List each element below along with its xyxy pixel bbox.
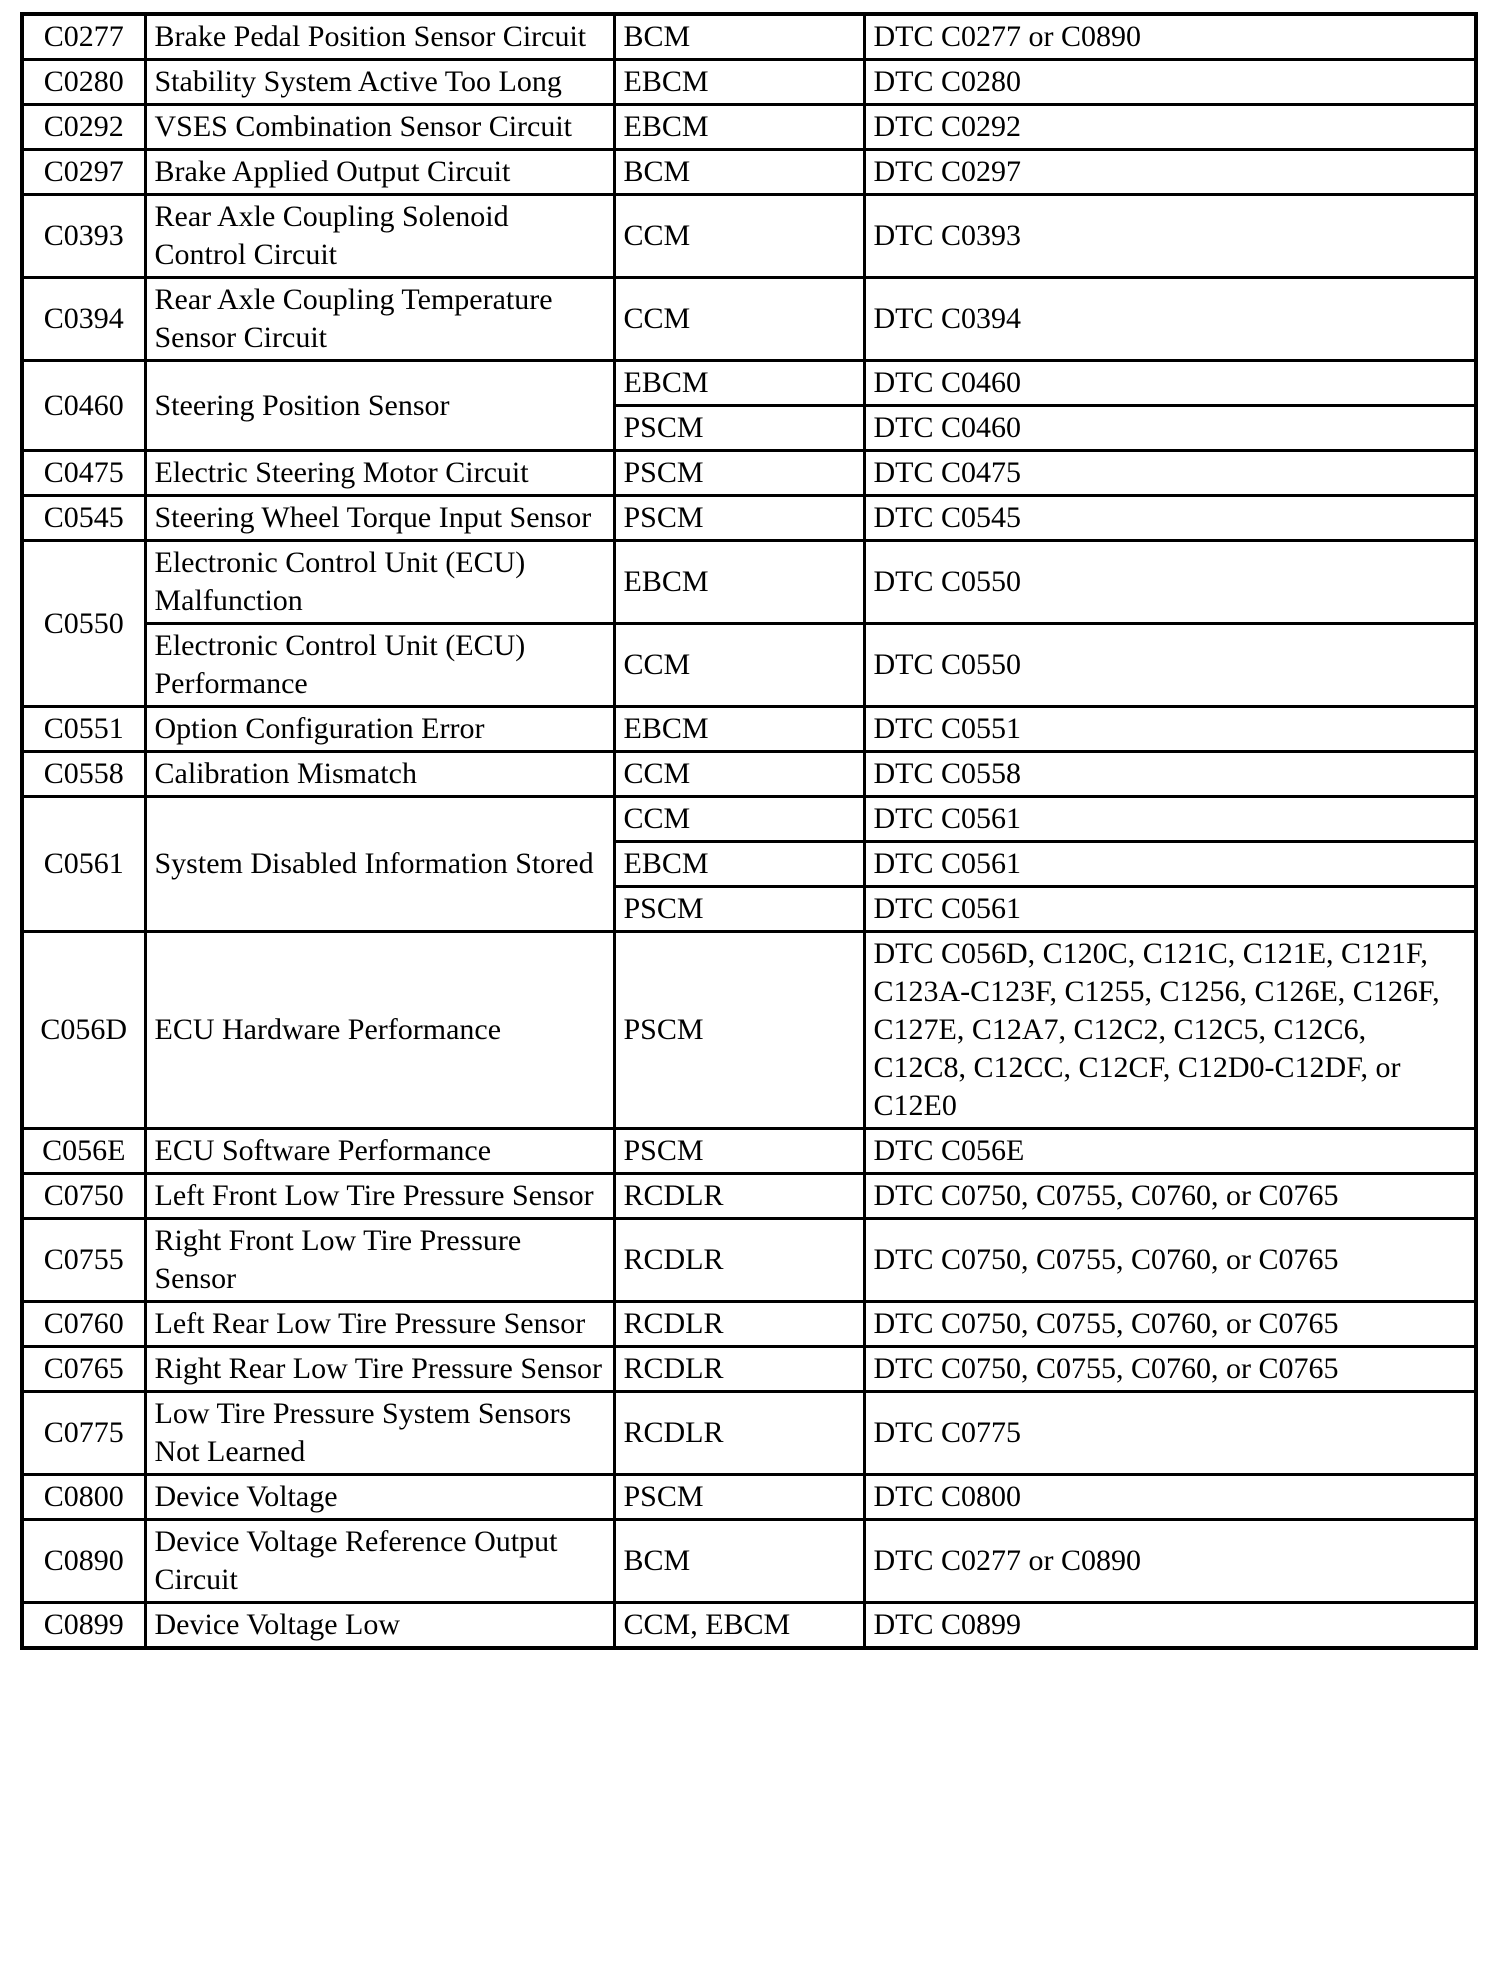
module-cell: PSCM xyxy=(614,1129,864,1174)
description-cell: ECU Software Performance xyxy=(145,1129,614,1174)
description-cell: Device Voltage Low xyxy=(145,1603,614,1649)
module-cell: PSCM xyxy=(614,451,864,496)
dtc-code-cell: C0755 xyxy=(22,1219,145,1302)
table-row xyxy=(22,1520,1476,1603)
description-cell: Steering Wheel Torque Input Sensor xyxy=(145,496,614,541)
module-cell: PSCM xyxy=(614,496,864,541)
module-cell: CCM xyxy=(614,752,864,797)
dtc-code-cell: C0297 xyxy=(22,150,145,195)
reference-cell: DTC C0545 xyxy=(864,496,1476,541)
module-cell: PSCM xyxy=(614,1475,864,1520)
module-cell: CCM, EBCM xyxy=(614,1603,864,1649)
table-row xyxy=(22,624,1476,707)
dtc-code-cell: C0280 xyxy=(22,60,145,105)
reference-cell: DTC C0460 xyxy=(864,406,1476,451)
table-row xyxy=(22,105,1476,150)
description-cell: Steering Position Sensor xyxy=(145,361,614,451)
reference-cell: DTC C0550 xyxy=(864,541,1476,624)
module-cell: RCDLR xyxy=(614,1219,864,1302)
dtc-code-cell: C0545 xyxy=(22,496,145,541)
reference-cell: DTC C0800 xyxy=(864,1475,1476,1520)
table-row xyxy=(22,150,1476,195)
reference-cell: DTC C0558 xyxy=(864,752,1476,797)
table-row xyxy=(22,797,1476,842)
dtc-table xyxy=(20,12,1478,1650)
table-row xyxy=(22,541,1476,624)
description-cell: ECU Hardware Performance xyxy=(145,932,614,1129)
table-row xyxy=(22,1219,1476,1302)
module-cell: CCM xyxy=(614,797,864,842)
dtc-code-cell: C0765 xyxy=(22,1347,145,1392)
module-cell: EBCM xyxy=(614,361,864,406)
reference-cell: DTC C056D, C120C, C121C, C121E, C121F, C123A-C123F, C1255, C1256, C126E, C126F, C127E, C12A7, C12C2, C12C5, C12C6, C12C8, C12CC, C12CF, C12D0-C12DF, or C12E0 xyxy=(864,932,1476,1129)
dtc-code-cell: C0292 xyxy=(22,105,145,150)
reference-cell: DTC C0394 xyxy=(864,278,1476,361)
reference-cell: DTC C0277 or C0890 xyxy=(864,1520,1476,1603)
table-row xyxy=(22,932,1476,1129)
module-cell: RCDLR xyxy=(614,1347,864,1392)
description-cell: Left Front Low Tire Pressure Sensor xyxy=(145,1174,614,1219)
table-row xyxy=(22,1475,1476,1520)
description-cell: VSES Combination Sensor Circuit xyxy=(145,105,614,150)
module-cell: EBCM xyxy=(614,105,864,150)
reference-cell: DTC C0551 xyxy=(864,707,1476,752)
description-cell: Device Voltage Reference Output Circuit xyxy=(145,1520,614,1603)
module-cell: CCM xyxy=(614,278,864,361)
reference-cell: DTC C0750, C0755, C0760, or C0765 xyxy=(864,1174,1476,1219)
module-cell: RCDLR xyxy=(614,1174,864,1219)
reference-cell: DTC C0292 xyxy=(864,105,1476,150)
module-cell: BCM xyxy=(614,14,864,60)
module-cell: EBCM xyxy=(614,541,864,624)
description-cell: Calibration Mismatch xyxy=(145,752,614,797)
table-row xyxy=(22,1302,1476,1347)
dtc-code-cell: C056E xyxy=(22,1129,145,1174)
table-row xyxy=(22,1129,1476,1174)
dtc-code-cell: C0460 xyxy=(22,361,145,451)
module-cell: PSCM xyxy=(614,932,864,1129)
module-cell: EBCM xyxy=(614,707,864,752)
dtc-code-cell: C0394 xyxy=(22,278,145,361)
module-cell: BCM xyxy=(614,1520,864,1603)
dtc-code-cell: C0551 xyxy=(22,707,145,752)
description-cell: Left Rear Low Tire Pressure Sensor xyxy=(145,1302,614,1347)
reference-cell: DTC C0297 xyxy=(864,150,1476,195)
reference-cell: DTC C0750, C0755, C0760, or C0765 xyxy=(864,1219,1476,1302)
module-cell: PSCM xyxy=(614,406,864,451)
table-row xyxy=(22,14,1476,60)
reference-cell: DTC C0561 xyxy=(864,842,1476,887)
description-cell: Low Tire Pressure System Sensors Not Learned xyxy=(145,1392,614,1475)
dtc-code-cell: C0561 xyxy=(22,797,145,932)
module-cell: RCDLR xyxy=(614,1392,864,1475)
table-row xyxy=(22,451,1476,496)
module-cell: PSCM xyxy=(614,887,864,932)
module-cell: CCM xyxy=(614,195,864,278)
reference-cell: DTC C056E xyxy=(864,1129,1476,1174)
reference-cell: DTC C0277 or C0890 xyxy=(864,14,1476,60)
table-row xyxy=(22,752,1476,797)
module-cell: CCM xyxy=(614,624,864,707)
table-row xyxy=(22,1174,1476,1219)
reference-cell: DTC C0750, C0755, C0760, or C0765 xyxy=(864,1302,1476,1347)
dtc-code-cell: C0750 xyxy=(22,1174,145,1219)
table-row xyxy=(22,1392,1476,1475)
table-row xyxy=(22,1603,1476,1649)
reference-cell: DTC C0750, C0755, C0760, or C0765 xyxy=(864,1347,1476,1392)
dtc-code-cell: C0475 xyxy=(22,451,145,496)
dtc-code-cell: C0890 xyxy=(22,1520,145,1603)
dtc-code-cell: C0899 xyxy=(22,1603,145,1649)
table-row xyxy=(22,60,1476,105)
description-cell: Right Front Low Tire Pressure Sensor xyxy=(145,1219,614,1302)
description-cell: Electric Steering Motor Circuit xyxy=(145,451,614,496)
reference-cell: DTC C0899 xyxy=(864,1603,1476,1649)
description-cell: Stability System Active Too Long xyxy=(145,60,614,105)
description-cell: Electronic Control Unit (ECU) Malfunction xyxy=(145,541,614,624)
module-cell: BCM xyxy=(614,150,864,195)
table-row xyxy=(22,1347,1476,1392)
module-cell: EBCM xyxy=(614,842,864,887)
reference-cell: DTC C0475 xyxy=(864,451,1476,496)
description-cell: Device Voltage xyxy=(145,1475,614,1520)
module-cell: EBCM xyxy=(614,60,864,105)
table-row xyxy=(22,707,1476,752)
description-cell: Rear Axle Coupling Temperature Sensor Circuit xyxy=(145,278,614,361)
description-cell: Right Rear Low Tire Pressure Sensor xyxy=(145,1347,614,1392)
reference-cell: DTC C0775 xyxy=(864,1392,1476,1475)
dtc-code-cell: C056D xyxy=(22,932,145,1129)
table-row xyxy=(22,496,1476,541)
dtc-code-cell: C0775 xyxy=(22,1392,145,1475)
dtc-code-cell: C0277 xyxy=(22,14,145,60)
reference-cell: DTC C0550 xyxy=(864,624,1476,707)
reference-cell: DTC C0561 xyxy=(864,797,1476,842)
dtc-code-cell: C0760 xyxy=(22,1302,145,1347)
module-cell: RCDLR xyxy=(614,1302,864,1347)
reference-cell: DTC C0460 xyxy=(864,361,1476,406)
dtc-code-cell: C0800 xyxy=(22,1475,145,1520)
description-cell: System Disabled Information Stored xyxy=(145,797,614,932)
dtc-table-body xyxy=(22,14,1476,1648)
reference-cell: DTC C0393 xyxy=(864,195,1476,278)
table-row xyxy=(22,195,1476,278)
description-cell: Option Configuration Error xyxy=(145,707,614,752)
dtc-code-cell: C0558 xyxy=(22,752,145,797)
reference-cell: DTC C0280 xyxy=(864,60,1476,105)
description-cell: Rear Axle Coupling Solenoid Control Circuit xyxy=(145,195,614,278)
description-cell: Electronic Control Unit (ECU) Performance xyxy=(145,624,614,707)
table-row xyxy=(22,361,1476,406)
dtc-code-cell: C0550 xyxy=(22,541,145,707)
table-row xyxy=(22,278,1476,361)
dtc-code-cell: C0393 xyxy=(22,195,145,278)
description-cell: Brake Pedal Position Sensor Circuit xyxy=(145,14,614,60)
description-cell: Brake Applied Output Circuit xyxy=(145,150,614,195)
reference-cell: DTC C0561 xyxy=(864,887,1476,932)
